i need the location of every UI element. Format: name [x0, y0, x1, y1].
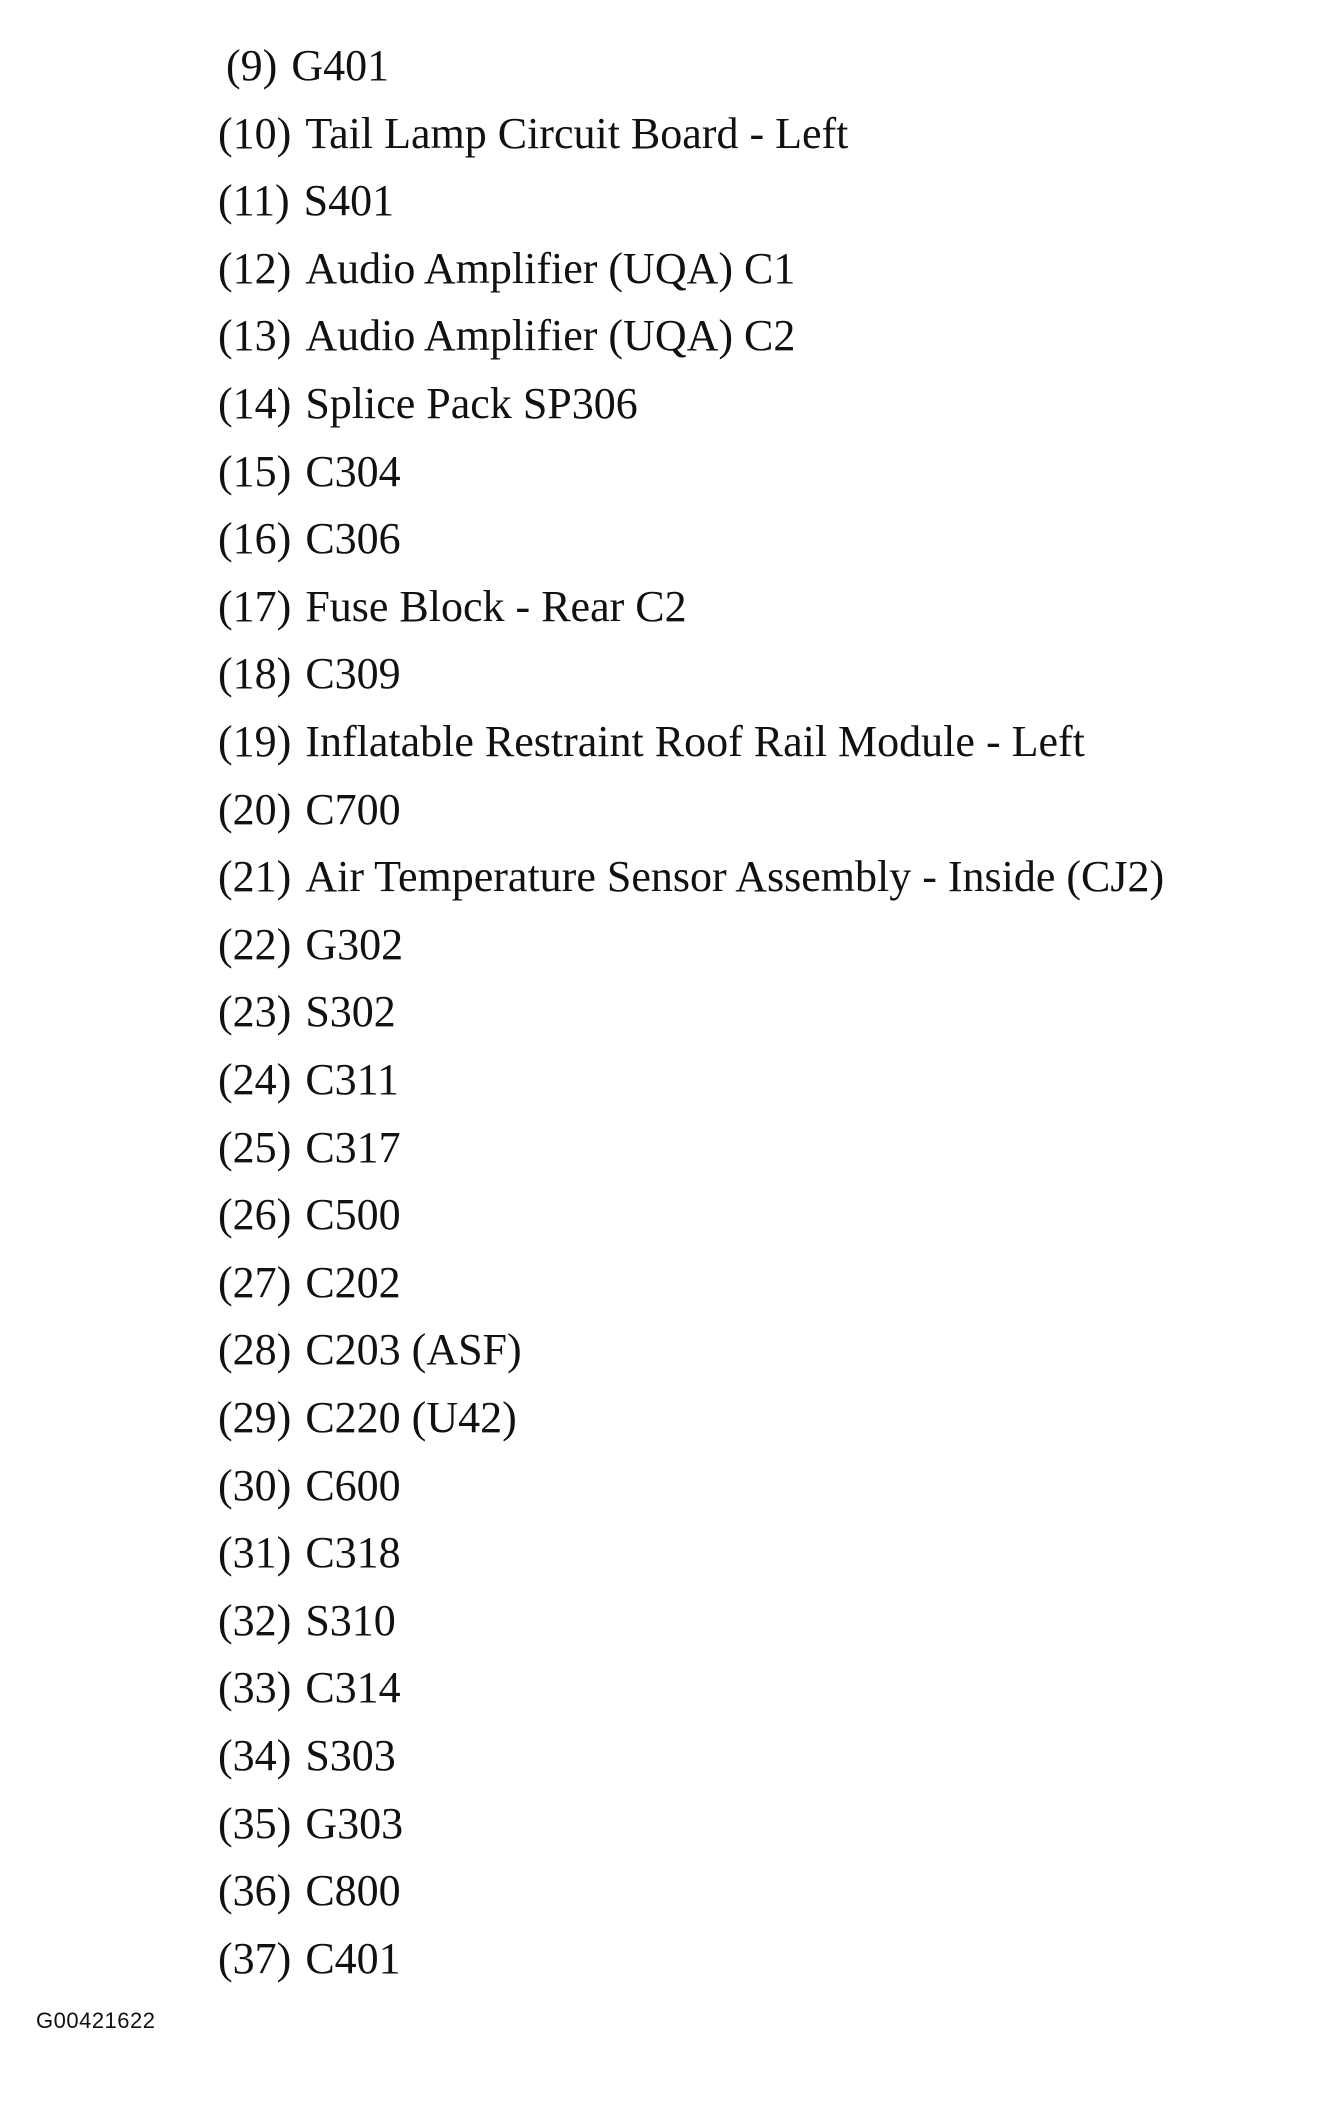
legend-item-number: (12) [218, 243, 292, 293]
legend-item [218, 175, 394, 227]
legend-item [218, 1257, 401, 1309]
legend-item [218, 716, 1085, 768]
legend-item [218, 1527, 401, 1579]
legend-item [218, 784, 401, 836]
legend-item-label: Splice Pack SP306 [305, 379, 638, 428]
legend-item-number: (22) [218, 919, 292, 969]
legend-item-label: C500 [305, 1190, 401, 1240]
legend-item-label: C304 [305, 446, 401, 496]
legend-item-label: C311 [305, 1055, 400, 1104]
legend-item-number: (37) [218, 1933, 292, 1983]
legend-item-label: Tail Lamp Circuit Board - Left [305, 108, 849, 158]
legend-item [218, 310, 795, 362]
legend-item [218, 851, 1164, 903]
legend-item-label: C203 (ASF) [305, 1325, 522, 1375]
legend-item-label: S303 [305, 1731, 396, 1780]
legend-item-number: (34) [218, 1731, 292, 1780]
legend-item-label: S310 [305, 1595, 396, 1645]
legend-item [218, 1324, 522, 1376]
legend-item [218, 1054, 399, 1106]
legend-item-number: (17) [218, 581, 292, 631]
legend-item-number: (24) [218, 1055, 292, 1104]
legend-item-label: C306 [305, 514, 401, 564]
legend-item-number: (18) [218, 649, 292, 699]
legend-item-label: S302 [305, 987, 396, 1037]
legend-item-label: C220 (U42) [305, 1393, 517, 1442]
legend-item-number: (35) [218, 1798, 292, 1848]
legend-item [218, 446, 401, 498]
legend-item-number: (9) [226, 41, 278, 90]
legend-item-number: (13) [218, 311, 292, 361]
legend-item [218, 108, 848, 160]
legend-item-number: (14) [218, 379, 292, 428]
legend-item-number: (21) [218, 852, 292, 902]
legend-item-number: (29) [218, 1393, 292, 1442]
legend-item [218, 1933, 401, 1985]
legend-item [218, 513, 401, 565]
legend-item-number: (33) [218, 1663, 292, 1713]
legend-item-label: Inflatable Restraint Roof Rail Module - Left [305, 717, 1085, 766]
legend-item [218, 1595, 396, 1647]
figure-id: G00421622 [36, 2008, 156, 2033]
legend-item-number: (19) [218, 717, 292, 766]
legend-item [218, 986, 396, 1038]
legend-item-number: (36) [218, 1866, 292, 1916]
legend-item [218, 581, 687, 633]
legend-item-label: C318 [305, 1528, 401, 1578]
legend-item-label: C314 [305, 1663, 401, 1713]
legend-item-number: (23) [218, 987, 292, 1037]
legend-item-label: C317 [305, 1122, 401, 1172]
legend-item-label: Audio Amplifier (UQA) C2 [305, 311, 796, 361]
legend-item [218, 1392, 517, 1444]
legend-item-label: C700 [305, 784, 401, 834]
legend-item [218, 1122, 401, 1174]
legend-item-label: C600 [305, 1460, 401, 1510]
legend-item-label: G303 [305, 1798, 404, 1848]
legend-item-label: Audio Amplifier (UQA) C1 [305, 243, 796, 293]
legend-item-label: C202 [305, 1257, 401, 1307]
legend-item-number: (30) [218, 1460, 292, 1510]
legend-item-number: (26) [218, 1190, 292, 1240]
legend-item [226, 40, 389, 92]
legend-item-number: (28) [218, 1325, 292, 1375]
legend-item-label: C401 [305, 1933, 401, 1983]
legend-item [218, 1865, 401, 1917]
legend-item-number: (27) [218, 1257, 292, 1307]
legend-item [218, 1662, 401, 1714]
legend-item-number: (31) [218, 1528, 292, 1578]
legend-item-number: (25) [218, 1122, 292, 1172]
legend-item-label: G401 [291, 41, 390, 90]
legend-item [218, 378, 638, 430]
legend-item-number: (32) [218, 1595, 292, 1645]
legend-item-label: S401 [303, 176, 395, 226]
legend-item-label: Air Temperature Sensor Assembly - Inside (CJ2) [305, 852, 1165, 902]
legend-item [218, 1189, 401, 1241]
legend-item-label: Fuse Block - Rear C2 [305, 581, 687, 631]
legend-item [218, 243, 795, 295]
legend-item-number: (20) [218, 784, 292, 834]
legend-item-number: (11) [218, 176, 290, 226]
legend-item-number: (16) [218, 514, 292, 564]
legend-item [218, 1798, 403, 1850]
legend-item [218, 1460, 401, 1512]
legend-item [218, 1730, 396, 1782]
legend-item-label: C800 [305, 1866, 401, 1916]
legend-item-number: (10) [218, 108, 292, 158]
legend-item-label: G302 [305, 919, 404, 969]
legend-item [218, 919, 403, 971]
legend-item-label: C309 [305, 649, 401, 699]
legend-item [218, 648, 401, 700]
legend-item-number: (15) [218, 446, 292, 496]
